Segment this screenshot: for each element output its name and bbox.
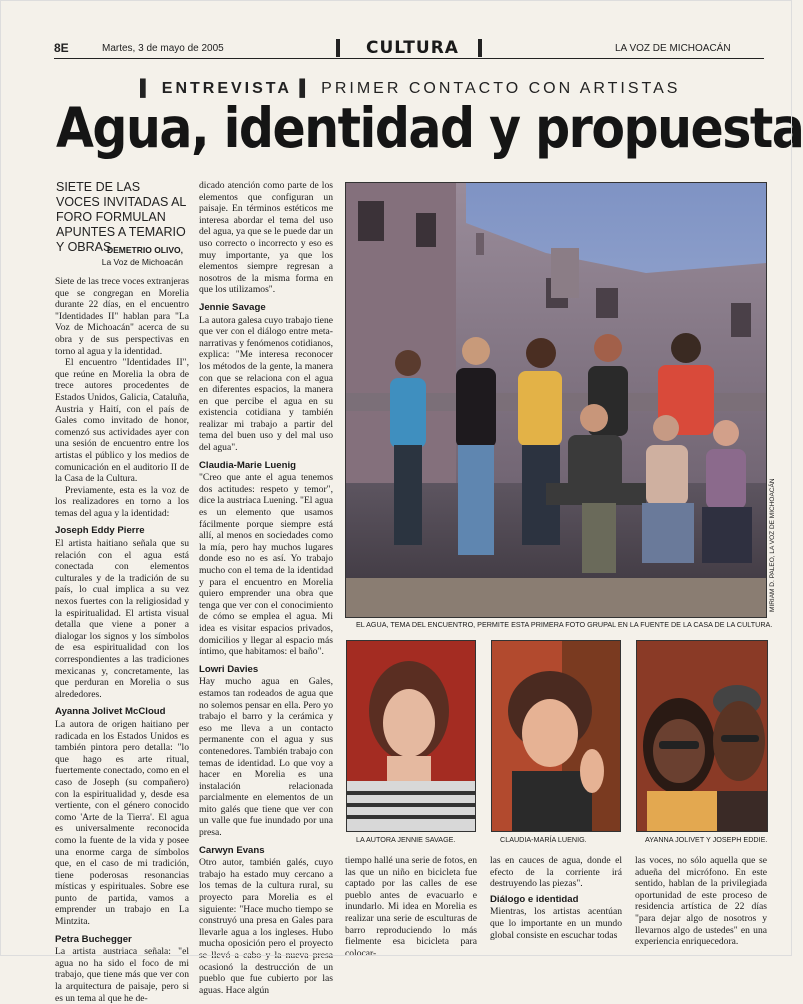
- issue-date: Martes, 3 de mayo de 2005: [102, 43, 224, 54]
- subhead-petra-buchegger: Petra Buchegger: [55, 933, 132, 945]
- deck: SIETE DE LAS VOCES INVITADAS AL FORO FORMULAN APUNTES A TEMARIO Y OBRAS: [56, 180, 186, 254]
- col4-paragraph: Mientras, los artistas acentúan que lo importante en un mundo global consiste en escuchar todas: [490, 906, 622, 941]
- photo-jennie-savage: [346, 640, 476, 832]
- section-bar-left: [336, 39, 340, 57]
- headline: Agua, identidad y propuesta: [56, 96, 803, 161]
- photo-claudia-luenig-image: [492, 641, 620, 831]
- header-rule: [54, 58, 764, 59]
- col1-paragraph: Previamente, esta es la voz de los realizadores en torno a los temas del agua y la identidad:: [55, 484, 189, 519]
- article-column-1: [55, 276, 189, 1004]
- kicker-bar-left-icon: ▌: [140, 80, 162, 97]
- photo-ayanna-joseph-image: [637, 641, 767, 831]
- byline-author: DEMETRIO OLIVO,: [106, 245, 183, 255]
- page-number: 8E: [54, 41, 69, 55]
- kicker-label: ENTREVISTA: [161, 80, 292, 97]
- subhead-joseph-eddy-pierre: Joseph Eddy Pierre: [55, 525, 145, 537]
- col1-paragraph: Siete de las trece voces extranjeras que se congregan en Morelia durante 22 días, en el encuentro "Identidades II" hablan para "La Voz de Michoacán" acerca de su obra y de sus perspectivas en torno al agua y la identidad.: [55, 276, 189, 357]
- subhead-claudia-marie-luenig: Claudia-Marie Luenig: [199, 459, 297, 471]
- subhead-carwyn-evans: Carwyn Evans: [199, 844, 265, 856]
- photo-claudia-luenig: [491, 640, 621, 832]
- article-column-4: [490, 855, 622, 950]
- byline: [56, 244, 183, 268]
- col1-paragraph: La autora de origen haitiano per radicada en los Estados Unidos es también pintora pero detalla: "lo que hago es arte ritual, fuertemente conectado, como en el caso de Joseph (su compañero) con la espiritualidad y, desde esa vertiente, con el género conocido como 'Arte de la Tierra'. El agua es universalmente reconocida como la fuente de la vida y posee una enorme carga de símbolos que, en el caso de mi tradición, tiene poderosas resonancias místicas y espirituales. Sobre ese punto de partida, vamos a emprender un trabajo en La Mintzita.: [55, 718, 189, 928]
- main-group-photo: [345, 182, 767, 618]
- article-column-3: [345, 855, 477, 959]
- col4-paragraph: las en cauces de agua, donde el efecto de la corriente irá destruyendo las piezas".: [490, 855, 622, 890]
- main-photo-caption: EL AGUA, TEMA DEL ENCUENTRO, PERMITE ESTA PRIMERA FOTO GRUPAL EN LA FUENTE DE LA CASA DE LA CULTURA.: [356, 620, 773, 629]
- photo-ayanna-joseph-caption: AYANNA JOLIVET Y JOSEPH EDDIE.: [645, 835, 768, 844]
- col3-paragraph: tiempo hallé una serie de fotos, en las que un niño en bicicleta fue captado por las calles de ese pueblo antes de evacuarlo e inundarlo. Mi idea en Morelia es realizar una serie de esculturas de barro reproduciendo lo más fielmente esa bicicleta para colocar-: [345, 855, 477, 959]
- section-name: CULTURA: [366, 38, 459, 58]
- article-column-5: [635, 855, 767, 950]
- col1-paragraph: El encuentro "Identidades II", que reúne en Morelia la obra de trece autores procedentes de Estados Unidos, Galicia, Cataluña, Austria y Haití, con el país de Gales como invitado de honor, comenzó sus actividades ayer con una sesión de encuentro entre los artistas el público y los medios de comunicación en el auditorio II de la Casa de la Cultura.: [55, 357, 189, 485]
- kicker-bar-right-icon: ▌: [291, 80, 322, 97]
- section-bar-right: [478, 39, 482, 57]
- kicker: [140, 80, 680, 98]
- article-column-2: [199, 180, 333, 996]
- subhead-dialogo-identidad: Diálogo e identidad: [490, 893, 579, 905]
- subhead-lowri-davies: Lowri Davies: [199, 663, 259, 675]
- subhead-jennie-savage: Jennie Savage: [199, 301, 266, 313]
- col1-paragraph: La artista austriaca señala: "el agua no ha sido el foco de mi trabajo, que tiene más que ver con la arquitectura de paisaje, pero si es un tema al que he de-: [55, 946, 189, 1004]
- byline-outlet: La Voz de Michoacán: [101, 257, 183, 267]
- main-group-photo-image: [346, 183, 766, 617]
- newspaper-name: LA VOZ DE MICHOACÁN: [615, 43, 731, 54]
- photo-ayanna-joseph: [636, 640, 768, 832]
- main-photo-credit: MIRIAM D. PALEO, LA VOZ DE MICHOACÁN: [769, 478, 776, 612]
- photo-jennie-savage-image: [347, 641, 475, 831]
- col5-paragraph: las voces, no sólo aquella que se adueña del micrófono. En este sentido, hablan de la privilegiada oportunidad de este proceso de residencia artística de 22 días "para dejar algo de nosotros y llevarnos algo de ustedes" en una experiencia enriquecedora.: [635, 855, 767, 948]
- photo-jennie-savage-caption: LA AUTORA JENNIE SAVAGE.: [356, 835, 456, 844]
- col2-paragraph: Hay mucho agua en Gales, estamos tan rodeados de agua que no solemos pensar en ella. Pero yo trabajo el barro y la cerámica y eso me lleva a un contacto permanente con el agua y sus contenedores. También trabajo con temas de identidad. Lo que voy a hacer en Morelia es una instalación relacionada parcialmente en elementos de un mito galés que tiene que ver con un valle que fue inundado por una presa.: [199, 676, 333, 839]
- col2-paragraph: La autora galesa cuyo trabajo tiene que ver con el diálogo entre meta-narrativas y fenómenos cotidianos, explica: "Me interesa reconocer los métodos de la gente, la manera con que se relaciona con el agua en diferentes espacios, la manera en que percibe el agua en su existencia cotidiana y también realizar mi trabajo a partir del tema del buen uso y del mal uso del agua".: [199, 314, 333, 454]
- col1-paragraph: El artista haitiano señala que su relación con el agua está conectada con elementos culturales y de la tradición de su país, lo cual implica a su vez nexos fuertes con la religiosidad y la espiritualidad. El artista visual detalla que viene a poner a dialogar los signos y los símbolos de esa espiritualidad con los correspondientes a las tradiciones mexicanas y, concretamente, las que perduran en Morelia o sus alrededores.: [55, 538, 189, 700]
- kicker-title: PRIMER CONTACTO CON ARTISTAS: [321, 80, 681, 97]
- subhead-ayanna-jolivet: Ayanna Jolivet McCloud: [55, 706, 166, 718]
- col2-paragraph: dicado atención como parte de los elementos que configuran un paisaje. En términos estéticos me interesa abordar el tema del uso del agua, ya que se le puede dar un uso correcto o incorrecto y eso es muy importante, ya que los elementos siempre regresan a nosotros de la misma forma en que los utilizamos".: [199, 180, 333, 296]
- col2-paragraph: Otro autor, también galés, cuyo trabajo ha estado muy cercano a los temas de la cultura rural, su proyecto para Morelia es el siguiente: "Hace mucho tiempo se construyó una presa en Gales para llevarle agua a los ingleses. Hubo mucha oposición pero el proyecto se llevó a cabo y la nueva presa ocasionó la destrucción de un pueblo que fue cubierto por las aguas. Hace algún: [199, 857, 333, 996]
- photo-claudia-luenig-caption: CLAUDIA-MARÍA LUENIG.: [500, 835, 587, 844]
- col2-paragraph: "Creo que ante el agua tenemos dos actitudes: respeto y temor", dice la austriaca Luening. "El agua es un elemento que usamos fácilmente porque siempre está allí, al menos en sociedades como la mía, pero hay muchos lugares donde eso no es así. Yo trabajo mucho con el tema de la identidad y para el encuentro en Morelia quiero emprender una obra que tenga que ver con el conocimiento de cómo se emplea el agua. Mi idea es visitar espacios privados, domicilios y llegar al espacio más íntimo, que habitamos: el baño".: [199, 472, 333, 658]
